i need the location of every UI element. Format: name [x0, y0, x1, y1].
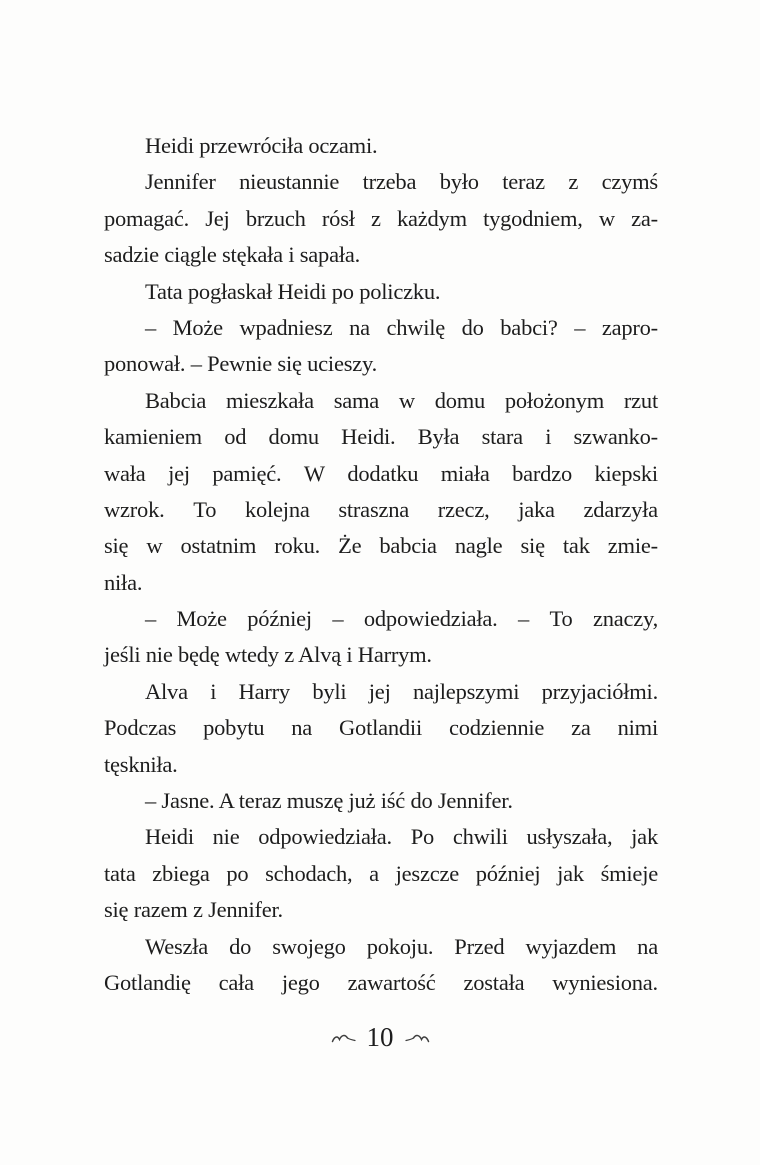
- text-line: Jennifer nieustannie trzeba było teraz z czymś: [145, 169, 658, 195]
- text-line: Tata pogłaskał Heidi po policzku.: [145, 278, 441, 304]
- text-line: kamieniem od domu Heidi. Była stara i szwanko-: [104, 424, 658, 450]
- swallow-ornament-right-icon: [404, 1031, 430, 1045]
- text-line: wała jej pamięć. W dodatku miała bardzo kiepski: [104, 460, 658, 486]
- text-line: tata zbiega po schodach, a jeszcze później jak śmieje: [104, 860, 658, 886]
- text-block: [104, 128, 658, 1001]
- text-line: wzrok. To kolejna straszna rzecz, jaka zdarzyła: [104, 496, 658, 522]
- text-line: Heidi przewróciła oczami.: [145, 133, 378, 158]
- text-line: tęskniła.: [104, 751, 178, 777]
- text-line: Alva i Harry byli jej najlepszymi przyjaciółmi.: [145, 678, 658, 704]
- page-number: 10: [366, 1022, 394, 1052]
- text-line: – Może wpadniesz na chwilę do babci? – zapro-: [145, 314, 658, 340]
- text-line: jeśli nie będę wtedy z Alvą i Harrym.: [104, 642, 432, 668]
- text-line: niła.: [104, 569, 143, 595]
- text-line: Babcia mieszkała sama w domu położonym rzut: [145, 387, 658, 413]
- text-line: pomagać. Jej brzuch rósł z każdym tygodniem, w za-: [104, 205, 658, 231]
- text-line: Gotlandię cała jego zawartość została wyniesiona.: [104, 969, 658, 995]
- swallow-ornament-left-icon: [331, 1031, 357, 1045]
- page-footer: [0, 1024, 760, 1051]
- text-line: Weszła do swojego pokoju. Przed wyjazdem na: [145, 933, 658, 959]
- text-line: – Jasne. A teraz muszę już iść do Jennifer.: [145, 788, 513, 814]
- text-line: ponował. – Pewnie się ucieszy.: [104, 351, 377, 377]
- text-line: Heidi nie odpowiedziała. Po chwili usłyszała, jak: [145, 824, 658, 850]
- text-line: się razem z Jennifer.: [104, 897, 283, 923]
- text-line: się w ostatnim roku. Że babcia nagle się tak zmie-: [104, 533, 658, 559]
- text-line: – Może później – odpowiedziała. – To znaczy,: [145, 606, 658, 632]
- text-line: sadzie ciągle stękała i sapała.: [104, 242, 361, 268]
- text-line: Podczas pobytu na Gotlandii codziennie za nimi: [104, 715, 658, 741]
